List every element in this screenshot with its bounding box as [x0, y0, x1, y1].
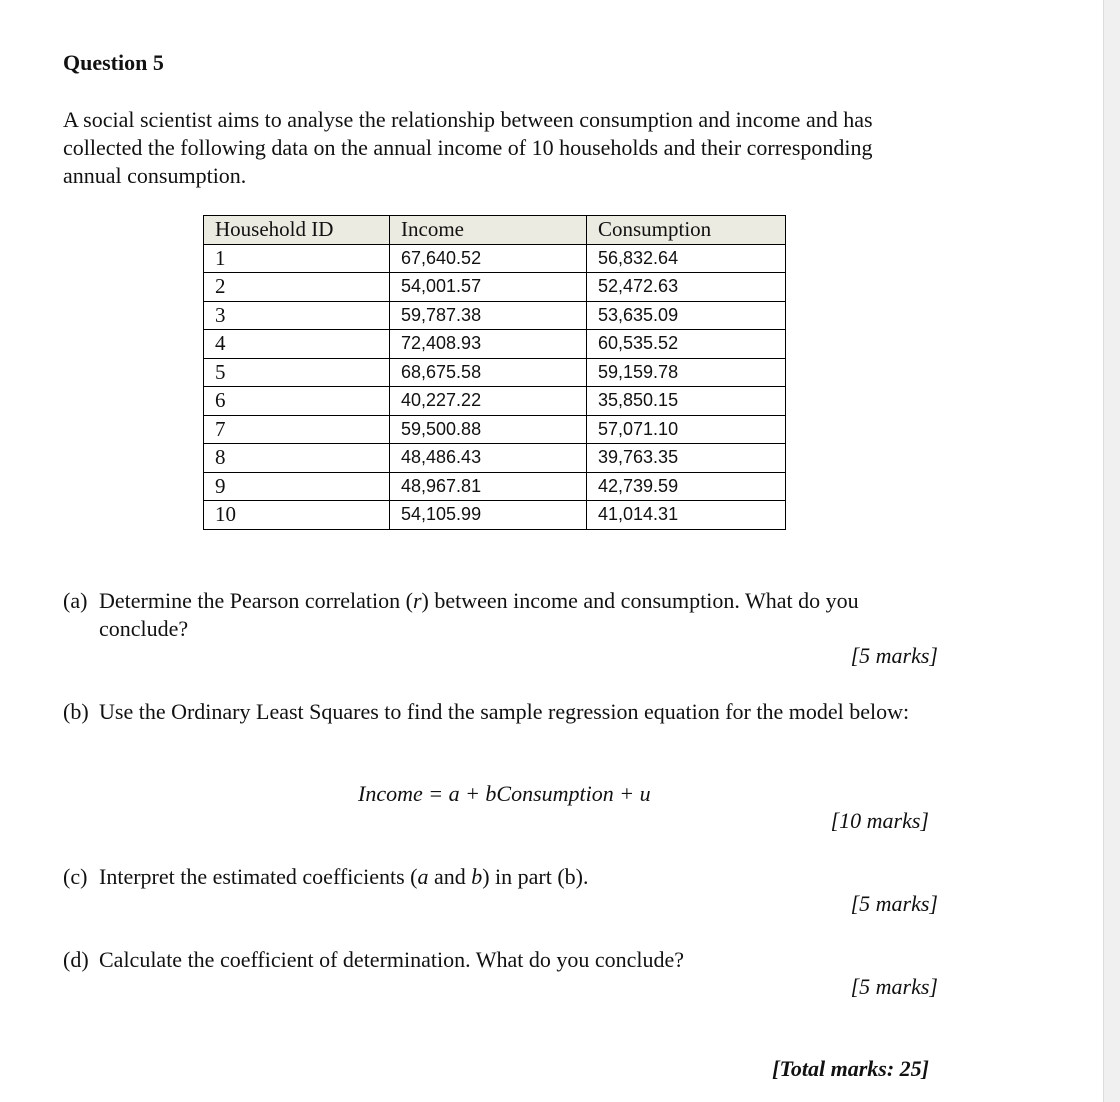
vertical-scrollbar[interactable] — [1103, 0, 1120, 1102]
cell-consumption: 39,763.35 — [587, 444, 786, 473]
part-c-symbol-b: b — [471, 864, 483, 889]
table-row — [204, 330, 786, 359]
table-row — [204, 244, 786, 273]
part-c-text — [99, 863, 899, 891]
cell-household-id: 4 — [204, 330, 390, 359]
table-row — [204, 472, 786, 501]
header-household-id: Household ID — [204, 216, 390, 245]
part-a-marks: [5 marks] — [850, 643, 938, 668]
cell-household-id: 7 — [204, 415, 390, 444]
table-header-row — [204, 216, 786, 245]
cell-household-id: 5 — [204, 358, 390, 387]
cell-household-id: 8 — [204, 444, 390, 473]
cell-consumption: 42,739.59 — [587, 472, 786, 501]
regression-equation: Income = a + bConsumption + u — [358, 781, 651, 806]
cell-income: 54,105.99 — [390, 501, 587, 530]
table-body — [204, 244, 786, 529]
cell-income: 54,001.57 — [390, 273, 587, 302]
part-d-text: Calculate the coefficient of determination. What do you conclude? — [99, 947, 685, 972]
part-b-marks: [10 marks] — [830, 808, 929, 833]
cell-household-id: 10 — [204, 501, 390, 530]
cell-income: 48,486.43 — [390, 444, 587, 473]
table-row — [204, 501, 786, 530]
table-row — [204, 301, 786, 330]
cell-consumption: 56,832.64 — [587, 244, 786, 273]
cell-consumption: 41,014.31 — [587, 501, 786, 530]
part-d-label: (d) — [63, 947, 89, 972]
cell-income: 40,227.22 — [390, 387, 587, 416]
table-row — [204, 273, 786, 302]
cell-consumption: 57,071.10 — [587, 415, 786, 444]
cell-income: 59,787.38 — [390, 301, 587, 330]
table-row — [204, 415, 786, 444]
cell-household-id: 6 — [204, 387, 390, 416]
cell-household-id: 2 — [204, 273, 390, 302]
cell-income: 67,640.52 — [390, 244, 587, 273]
intro-paragraph: A social scientist aims to analyse the relationship between consumption and income and has collected the following data on the annual income of 10 households and their corresponding annual consumption. — [63, 107, 873, 188]
household-data-table — [203, 215, 786, 530]
part-c-text-mid: and — [428, 864, 472, 889]
part-d-marks: [5 marks] — [850, 974, 938, 999]
part-a-text — [99, 587, 899, 643]
table-row — [204, 444, 786, 473]
cell-household-id: 3 — [204, 301, 390, 330]
part-c-text-before: Interpret the estimated coefficients ( — [99, 864, 418, 889]
part-c-symbol-a: a — [417, 864, 429, 889]
part-a-label: (a) — [63, 588, 88, 613]
cell-income: 48,967.81 — [390, 472, 587, 501]
part-a-symbol-r: r — [412, 588, 422, 613]
part-c-label: (c) — [63, 864, 88, 889]
part-c-text-after: ) in part (b). — [482, 864, 589, 889]
cell-consumption: 59,159.78 — [587, 358, 786, 387]
part-b-label: (b) — [63, 699, 89, 724]
cell-consumption: 60,535.52 — [587, 330, 786, 359]
table-row — [204, 387, 786, 416]
cell-consumption: 53,635.09 — [587, 301, 786, 330]
cell-consumption: 52,472.63 — [587, 273, 786, 302]
cell-consumption: 35,850.15 — [587, 387, 786, 416]
part-b-text: Use the Ordinary Least Squares to find the sample regression equation for the model below: — [99, 699, 910, 724]
cell-income: 68,675.58 — [390, 358, 587, 387]
cell-household-id: 9 — [204, 472, 390, 501]
header-income: Income — [390, 216, 587, 245]
total-marks: [Total marks: 25] — [772, 1056, 929, 1081]
question-title: Question 5 — [63, 50, 164, 75]
cell-household-id: 1 — [204, 244, 390, 273]
cell-income: 59,500.88 — [390, 415, 587, 444]
table-row — [204, 358, 786, 387]
cell-income: 72,408.93 — [390, 330, 587, 359]
part-a-text-before: Determine the Pearson correlation ( — [99, 588, 413, 613]
header-consumption: Consumption — [587, 216, 786, 245]
part-c-marks: [5 marks] — [850, 891, 938, 916]
part-a-text-after: ) between income and consumption. What do you conclude? — [99, 588, 859, 641]
